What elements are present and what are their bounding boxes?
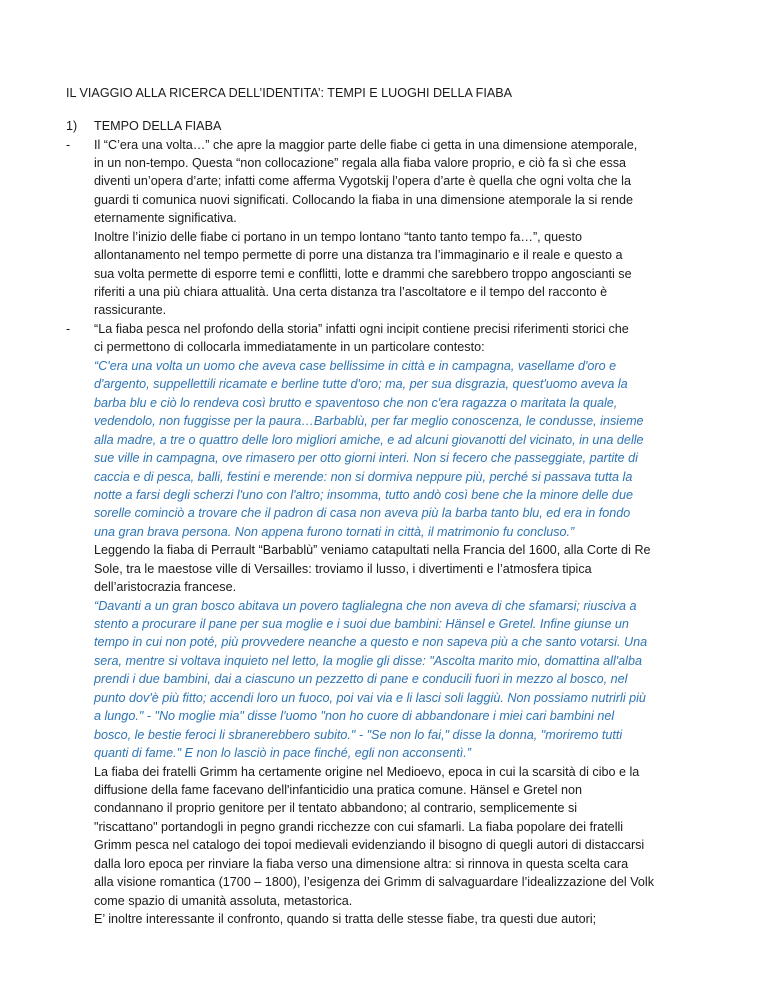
section-title: TEMPO DELLA FIABA <box>94 119 222 133</box>
text-line: eternamente significativa. <box>94 211 237 226</box>
bullet-1-text <box>94 136 706 320</box>
text-line: in un non-tempo. Questa “non collocazione” regala alla fiaba valore proprio, e ciò fa sì che essa <box>94 155 627 170</box>
quote-line: prendi i due bambini, dai a ciascuno un pezzetto di pane e conducili fuori in mezzo al bosco, nel <box>94 672 628 687</box>
text-line: “La fiaba pesca nel profondo della storia” infatti ogni incipit contiene precisi riferimenti storici che <box>94 322 629 336</box>
quote-line: sera, mentre si voltava inquieto nel letto, la moglie gli disse: "Ascolta marito mio, domattina all'alba <box>94 653 642 668</box>
quote-line: d'argento, suppellettili ricamate e berline tutte d'oro; ma, per sua disgrazia, quest'uomo aveva la <box>94 377 628 392</box>
text-line: diffusione della fame facevano dell'infanticidio una pratica comune. Hänsel e Gretel non <box>94 782 583 797</box>
text-line: dalla loro epoca per rinviare la fiaba verso una dimensione altra: si rinnova in questa scelta cara <box>94 856 629 871</box>
quote-line: vedendolo, non fuggisse per la paura…Barbablù, per far meglio conoscenza, le condusse, insieme <box>94 414 644 429</box>
quote-line: stento a procurare il pane per sua moglie e i suoi due bambini: Hänsel e Gretel. Infine giunse un <box>94 617 629 631</box>
bullet-2-body <box>94 320 706 928</box>
bullet-2-intro <box>94 320 706 357</box>
text-line: Il “C’era una volta…” che apre la maggior parte delle fiabe ci getta in una dimensione atemporale, <box>94 137 638 152</box>
quote-line: notte a farsi degli scherzi l'uno con l'altro; insomma, tutto andò così bene che la minore delle due <box>94 487 633 502</box>
text-line: Leggendo la fiaba di Perrault “Barbablù” veniamo catapultati nella Francia del 1600, alla Corte di Re <box>94 543 651 558</box>
quote-line: una gran brava persona. Non appena furono tornati in città, il matrimonio fu concluso.” <box>94 524 575 539</box>
text-line: allontanamento nel tempo permette di porre una distanza tra l’immaginario e il reale e questo a <box>94 248 623 263</box>
bullet-marker: - <box>66 137 71 152</box>
bullet-marker: - <box>66 322 71 336</box>
quote-barbablu <box>94 357 706 541</box>
quote-line: sue ville in campagna, ove rimasero per otto giorni interi. Non si fecero che passeggiate, partite di <box>94 451 638 466</box>
quote-line: sorelle cominciò a trovare che il padron di casa non aveva più la barba tanto blu, ed era in fondo <box>94 506 631 521</box>
quote-line: barba blu e ciò lo rendeva così brutto e spaventoso che non c'era ragazza o maritata la quale, <box>94 395 618 410</box>
text-line: dell’aristocrazia francese. <box>94 580 237 595</box>
section-heading <box>66 117 221 136</box>
quote-line: bosco, le bestie feroci li sbranerebbero subito." - "Se non lo fai," disse la donna, "moriremo tutti <box>94 727 623 742</box>
text-line: come spazio di umanità assoluta, metastorica. <box>94 893 353 908</box>
quote-hansel-gretel <box>94 597 706 763</box>
quote-line: “C'era una volta un uomo che aveva case bellissime in città e in campagna, vasellame d'oro e <box>94 358 617 373</box>
quote-line: “Davanti a un gran bosco abitava un povero taglialegna che non aveva di che sfamarsi; riusciva a <box>94 598 637 613</box>
text-line: ci permettono di collocarla immediatamente in un particolare contesto: <box>94 340 485 355</box>
text-line: alla visione romantica (1700 – 1800), l’esigenza dei Grimm di salvaguardare l’idealizzazione del Volk <box>94 875 655 890</box>
text-line: Sole, tra le maestose ville di Versailles: troviamo il lusso, i divertimenti e l’atmosfera tipica <box>94 561 592 576</box>
text-line: condannano il proprio genitore per il tentato abbandono; al contrario, semplicemente si <box>94 801 578 816</box>
text-line: diventi un’opera d’arte; infatti come afferma Vygotskij l’opera d’arte è quella che ogni volta che la <box>94 174 631 189</box>
text-line: Inoltre l’inizio delle fiabe ci portano in un tempo lontano “tanto tanto tempo fa…”, questo <box>94 229 582 244</box>
quote-line: quanti di fame." E non lo lasciò in pace finché, egli non acconsentì.” <box>94 746 471 761</box>
quote-line: a lungo." - "No moglie mia" disse l'uomo "non ho cuore di abbandonare i miei cari bambini nel <box>94 709 615 724</box>
text-line: E’ inoltre interessante il confronto, quando si tratta delle stesse fiabe, tra questi due autori; <box>94 912 597 926</box>
section-number: 1) <box>66 119 78 133</box>
text-line: rassicurante. <box>94 303 167 318</box>
quote-line: tempo in cui non poté, più provvedere neanche a questo e non sapeva più a che santo votarsi. Una <box>94 635 648 650</box>
text-line: sua volta permette di esporre temi e conflitti, lotte e drammi che sarebbero troppo angoscianti se <box>94 266 632 281</box>
document-title: IL VIAGGIO ALLA RICERCA DELL’IDENTITA’: TEMPI E LUOGHI DELLA FIABA <box>66 86 513 100</box>
quote-line: punto dov'è più fitto; accendi loro un fuoco, poi vai via e li lasci soli laggiù. Non possiamo nutrirli più <box>94 690 646 705</box>
quote-line: alla madre, a tre o quattro delle loro migliori amiche, e ad alcuni giovanotti del vicinato, in una delle <box>94 432 644 447</box>
text-line: riferiti a una più chiara attualità. Una certa distanza tra l’ascoltatore e il tempo del racconto è <box>94 285 608 299</box>
paragraph-grimm <box>94 763 706 929</box>
paragraph-perrault <box>94 541 706 596</box>
quote-line: caccia e di pesca, balli, festini e merende: non si dormiva neppure più, perché si passava tutta la <box>94 469 633 484</box>
text-line: guardi ti comunica nuovi significati. Collocando la fiaba in una dimensione atemporale la si rende <box>94 192 634 207</box>
text-line: La fiaba dei fratelli Grimm ha certamente origine nel Medioevo, epoca in cui la scarsità di cibo e la <box>94 764 640 779</box>
text-line: Grimm pesca nel catalogo dei topoi medievali evidenziando il bisogno di quegli autori di distaccarsi <box>94 838 645 853</box>
text-line: "riscattano" portandogli in pegno grandi ricchezze con cui sfamarli. La fiaba popolare dei fratelli <box>94 819 624 834</box>
